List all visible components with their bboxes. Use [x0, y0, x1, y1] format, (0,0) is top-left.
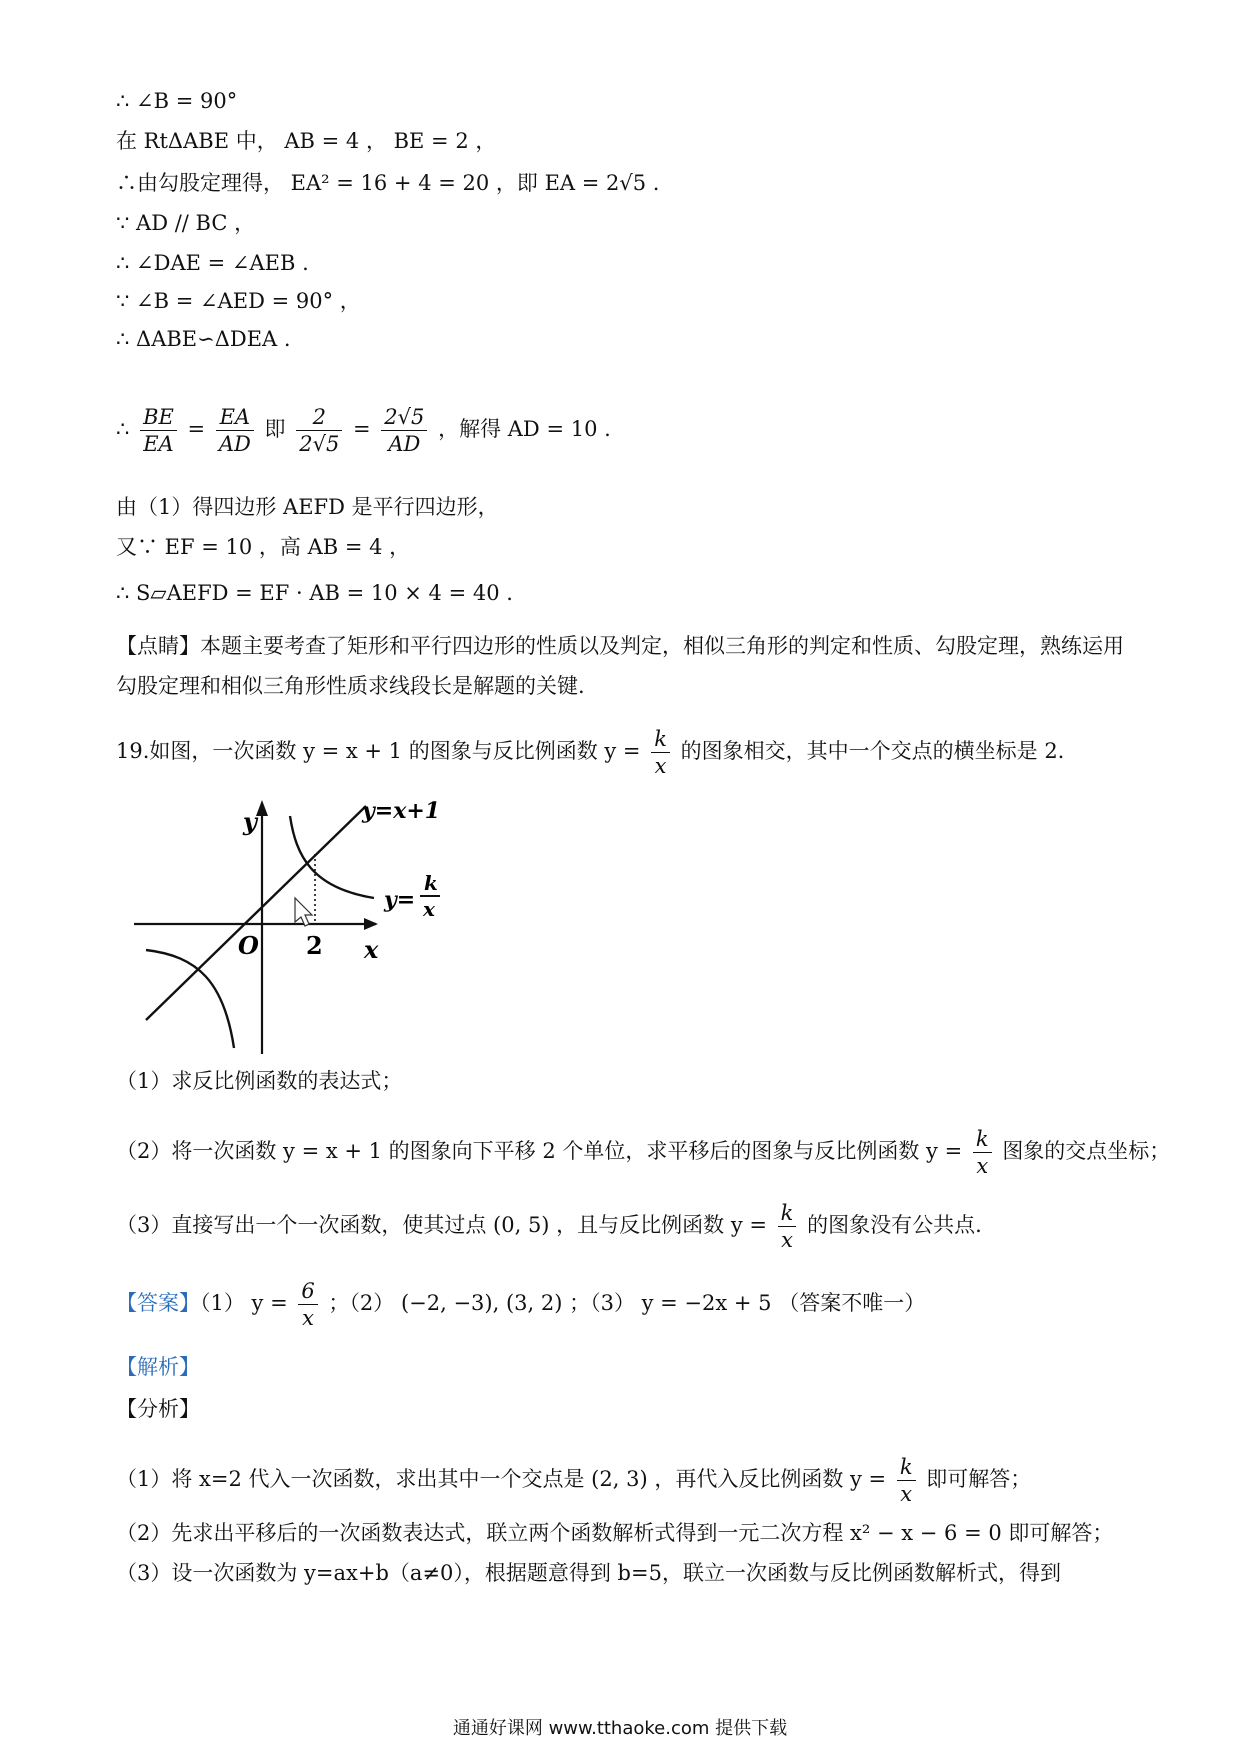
tick-label-2: 2: [306, 931, 323, 960]
fraction-be-ea: $\frac{BE}{EA}$: [140, 404, 177, 457]
q19-prefix: 19.如图，一次函数 y = x + 1 的图象与反比例函数 y =: [116, 739, 641, 763]
origin-label: O: [238, 931, 259, 960]
fraction-k-x: $\frac{k}{x}$: [973, 1126, 992, 1179]
fenxi-tag: 【分析】: [116, 1397, 200, 1421]
function-graph: [128, 786, 458, 1056]
line-pythagoras: ∴由勾股定理得， EA² = 16 + 4 = 20 ，即 EA = 2√5 .: [116, 171, 660, 195]
x-axis-arrow-icon: [364, 918, 378, 930]
fraction-2root5-ad: $\frac{2√5}{AD}$: [381, 404, 427, 457]
subquestion-3: [116, 1200, 982, 1253]
fraction-k-x: $\frac{k}{x}$: [778, 1200, 797, 1253]
curve-label-prefix: y=: [384, 887, 416, 913]
line-angle-b: ∴ ∠B = 90°: [116, 89, 238, 113]
ji-word: 即: [264, 417, 286, 441]
therefore-symbol: ∴: [116, 417, 130, 441]
y-axis-label: y: [243, 807, 257, 836]
line-similar: ∴ ΔABE∽ΔDEA .: [116, 327, 291, 351]
analysis-3: （3）设一次函数为 y=ax+b（a≠0），根据题意得到 b=5，联立一次函数与反比例函数解析式，得到: [116, 1561, 1061, 1585]
q19-suffix: 的图象相交，其中一个交点的横坐标是 2.: [680, 739, 1065, 763]
curve-label-k: k: [424, 871, 438, 895]
answer-line: [116, 1278, 925, 1331]
curve-label-x: x: [423, 897, 435, 921]
line-label: y=x+1: [362, 798, 441, 824]
hyperbola-branch-upper: [290, 816, 374, 898]
subquestion-2: [116, 1126, 1170, 1179]
line-y-x-plus-1: [146, 806, 366, 1020]
equals-sign: =: [187, 417, 206, 441]
q2-suffix: 图象的交点坐标；: [1002, 1139, 1171, 1163]
line-ratio: [116, 404, 611, 457]
a1-suffix: 即可解答；: [926, 1467, 1032, 1491]
dianjing-text: 本题主要考查了矩形和平行四边形的性质以及判定，相似三角形的判定和性质、勾股定理，熟练运用勾股定理和相似三角形性质求线段长是解题的关键.: [116, 634, 1124, 698]
dianjing-tag: 【点睛】: [116, 634, 200, 658]
line-parallel: ∵ AD // BC ，: [116, 211, 256, 235]
q3-prefix: （3）直接写出一个一次函数，使其过点 (0, 5) ，且与反比例函数 y =: [116, 1213, 767, 1237]
x-axis-label: x: [364, 935, 379, 964]
line-parallelogram: 由（1）得四边形 AEFD 是平行四边形，: [116, 495, 499, 519]
a1-prefix: （1）将 x=2 代入一次函数，求出其中一个交点是 (2, 3) ，再代入反比例函数 y =: [116, 1467, 887, 1491]
q2-prefix: （2）将一次函数 y = x + 1 的图象向下平移 2 个单位，求平移后的图象与反比例函数 y =: [116, 1139, 963, 1163]
analysis-1: [116, 1454, 1031, 1507]
fraction-k-x: $\frac{k}{x}$: [651, 726, 670, 779]
fraction-ea-ad: $\frac{EA}{AD}$: [216, 404, 254, 457]
fraction-k-x: $\frac{k}{x}$: [897, 1454, 916, 1507]
page-footer: 通通好课网 www.tthaoke.com 提供下载: [452, 1718, 788, 1739]
answer-rest: ；（2） (−2, −3), (3, 2) ；（3） y = −2x + 5 （答案不唯一）: [328, 1291, 926, 1315]
hyperbola-branch-lower: [146, 950, 234, 1048]
question-19: [116, 726, 1064, 779]
analysis-2: （2）先求出平移后的一次函数表达式，联立两个函数解析式得到一元二次方程 x² − x − 6 = 0 即可解答；: [116, 1521, 1114, 1545]
line-right-angles: ∵ ∠B = ∠AED = 90° ，: [116, 289, 361, 313]
q3-suffix: 的图象没有公共点.: [807, 1213, 982, 1237]
subquestion-1: （1）求反比例函数的表达式；: [116, 1069, 403, 1093]
answer-tag: 【答案】: [116, 1291, 200, 1315]
fraction-6-x: $\frac{6}{x}$: [298, 1278, 317, 1331]
line-rt-triangle: 在 RtΔABE 中， AB = 4 ， BE = 2 ，: [116, 129, 497, 153]
line-ef: 又∵ EF = 10 ，高 AB = 4 ，: [116, 535, 411, 559]
fraction-2-2root5: $\frac{2}{2√5}$: [296, 404, 342, 457]
line-area: ∴ S▱AEFD = EF · AB = 10 × 4 = 40 .: [116, 581, 513, 605]
line-angle-equal: ∴ ∠DAE = ∠AEB .: [116, 251, 309, 275]
dianjing-paragraph: [116, 626, 1126, 706]
answer-part-1: （1） y =: [200, 1291, 288, 1315]
y-axis-arrow-icon: [256, 800, 268, 816]
solve-ad: ，解得 AD = 10 .: [438, 417, 611, 441]
jiexi-tag: 【解析】: [116, 1355, 200, 1379]
mouse-cursor-icon: [295, 898, 312, 926]
equals-sign: =: [353, 417, 371, 441]
